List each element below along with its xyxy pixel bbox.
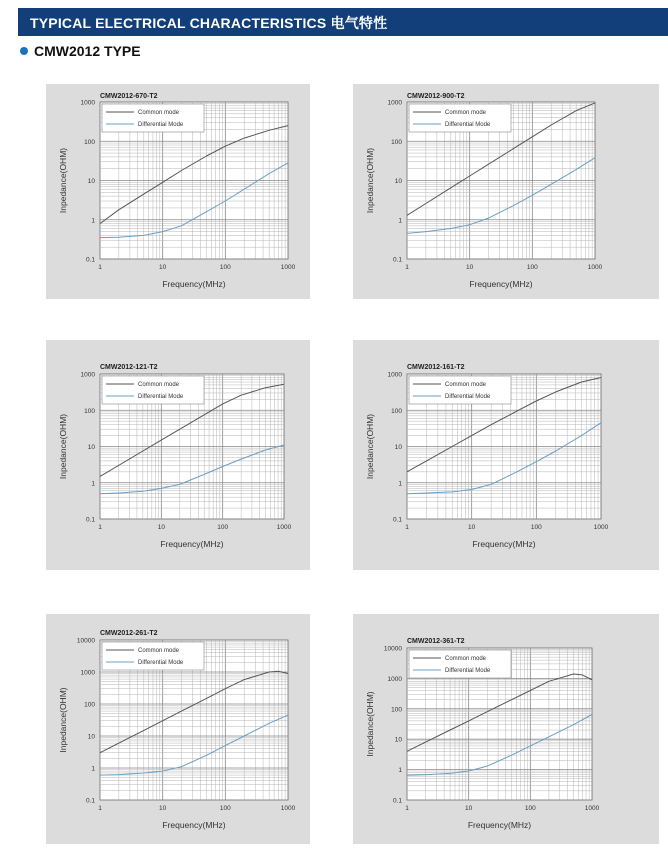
legend-label: Differential Mode	[445, 122, 491, 129]
legend-label: Common mode	[445, 656, 487, 663]
y-tick-label: 10	[394, 736, 402, 744]
y-tick-label: 0.1	[392, 797, 402, 805]
x-tick-label: 1	[405, 805, 409, 812]
x-tick-label: 10	[465, 805, 473, 812]
y-tick-label: 100	[391, 706, 402, 714]
legend-label: Differential Mode	[138, 122, 184, 129]
y-tick-label: 10000	[76, 637, 95, 645]
x-tick-label: 100	[530, 524, 542, 531]
legend-label: Differential Mode	[445, 394, 491, 401]
x-axis-label: Frequency(MHz)	[469, 279, 533, 289]
y-axis-label: Inpedance(OHM)	[365, 147, 375, 214]
chart-svg	[353, 340, 659, 570]
chart-title: CMW2012-361-T2	[407, 638, 465, 645]
x-tick-label: 100	[217, 524, 229, 531]
x-tick-label: 100	[526, 264, 538, 271]
x-tick-label: 1	[98, 524, 102, 531]
chart-svg	[46, 340, 310, 570]
legend-label: Common mode	[138, 648, 180, 655]
header-bar	[18, 8, 668, 36]
chart-panel	[353, 84, 659, 299]
y-tick-label: 1000	[80, 99, 95, 107]
x-tick-label: 100	[219, 805, 231, 812]
y-tick-label: 1	[398, 217, 402, 225]
x-tick-label: 1	[405, 264, 409, 271]
chart-svg	[46, 84, 310, 299]
x-tick-label: 1000	[593, 524, 609, 531]
y-tick-label: 1000	[387, 675, 402, 683]
y-axis-label: Inpedance(OHM)	[58, 413, 68, 480]
chart-title: CMW2012-900-T2	[407, 93, 465, 100]
x-tick-label: 1000	[280, 264, 296, 271]
y-tick-label: 0.1	[85, 516, 95, 524]
y-tick-label: 10	[394, 178, 402, 185]
x-tick-label: 10	[157, 524, 165, 531]
x-tick-label: 1000	[280, 805, 296, 812]
x-tick-label: 1000	[584, 805, 600, 812]
chart-title: CMW2012-670-T2	[100, 93, 158, 100]
chart-panel	[353, 614, 659, 844]
y-axis-label: Inpedance(OHM)	[365, 413, 375, 480]
x-tick-label: 1	[405, 524, 409, 531]
y-tick-label: 0.1	[392, 516, 402, 524]
x-tick-label: 1000	[276, 524, 292, 531]
y-tick-label: 1000	[80, 669, 95, 677]
chart-panel	[46, 614, 310, 844]
x-tick-label: 1	[98, 264, 102, 271]
legend-label: Common mode	[138, 382, 180, 389]
x-axis-label: Frequency(MHz)	[162, 820, 226, 830]
header-title: TYPICAL ELECTRICAL CHARACTERISTICS 电气特性	[30, 15, 388, 31]
x-axis-label: Frequency(MHz)	[472, 539, 536, 549]
legend-label: Differential Mode	[138, 394, 184, 401]
y-tick-label: 0.1	[392, 256, 402, 264]
chart-svg	[46, 614, 310, 844]
y-tick-label: 1	[91, 765, 95, 773]
y-tick-label: 10	[87, 733, 95, 741]
y-tick-label: 10	[87, 178, 95, 185]
x-tick-label: 1000	[587, 264, 603, 271]
y-tick-label: 10	[394, 444, 402, 451]
legend-label: Differential Mode	[138, 660, 184, 667]
y-tick-label: 1000	[387, 371, 402, 379]
section-title: CMW2012 TYPE	[34, 43, 141, 59]
x-tick-label: 10	[466, 264, 474, 271]
y-tick-label: 0.1	[85, 797, 95, 805]
x-axis-label: Frequency(MHz)	[160, 539, 224, 549]
chart-panel	[46, 84, 310, 299]
chart-svg	[353, 614, 659, 844]
y-tick-label: 10	[87, 444, 95, 451]
x-tick-label: 100	[524, 805, 536, 812]
chart-title: CMW2012-121-T2	[100, 364, 158, 371]
y-tick-label: 10000	[383, 645, 402, 653]
chart-panel	[353, 340, 659, 570]
chart-svg	[353, 84, 659, 299]
y-tick-label: 100	[84, 407, 95, 415]
legend-label: Common mode	[445, 382, 487, 389]
bullet-icon	[20, 47, 28, 55]
y-tick-label: 1	[398, 767, 402, 775]
chart-title: CMW2012-261-T2	[100, 630, 158, 637]
x-tick-label: 1	[98, 805, 102, 812]
y-tick-label: 1	[91, 217, 95, 225]
chart-title: CMW2012-161-T2	[407, 364, 465, 371]
y-tick-label: 100	[84, 701, 95, 709]
y-tick-label: 100	[391, 407, 402, 415]
y-axis-label: Inpedance(OHM)	[58, 147, 68, 214]
y-tick-label: 1	[91, 480, 95, 488]
x-tick-label: 10	[159, 805, 167, 812]
legend-label: Common mode	[445, 110, 487, 117]
y-tick-label: 1000	[80, 371, 95, 379]
legend-label: Differential Mode	[445, 668, 491, 675]
y-tick-label: 100	[84, 138, 95, 146]
chart-panel	[46, 340, 310, 570]
y-tick-label: 0.1	[85, 256, 95, 264]
x-axis-label: Frequency(MHz)	[467, 820, 532, 830]
section-heading	[20, 42, 141, 60]
x-axis-label: Frequency(MHz)	[162, 279, 226, 289]
y-tick-label: 1000	[387, 99, 402, 107]
x-tick-label: 10	[468, 524, 476, 531]
x-tick-label: 100	[219, 264, 231, 271]
x-tick-label: 10	[159, 264, 167, 271]
y-axis-label: Inpedance(OHM)	[58, 687, 68, 753]
legend-label: Common mode	[138, 110, 180, 117]
y-axis-label: Inpedance(OHM)	[365, 691, 375, 757]
y-tick-label: 1	[398, 480, 402, 488]
y-tick-label: 100	[391, 138, 402, 146]
